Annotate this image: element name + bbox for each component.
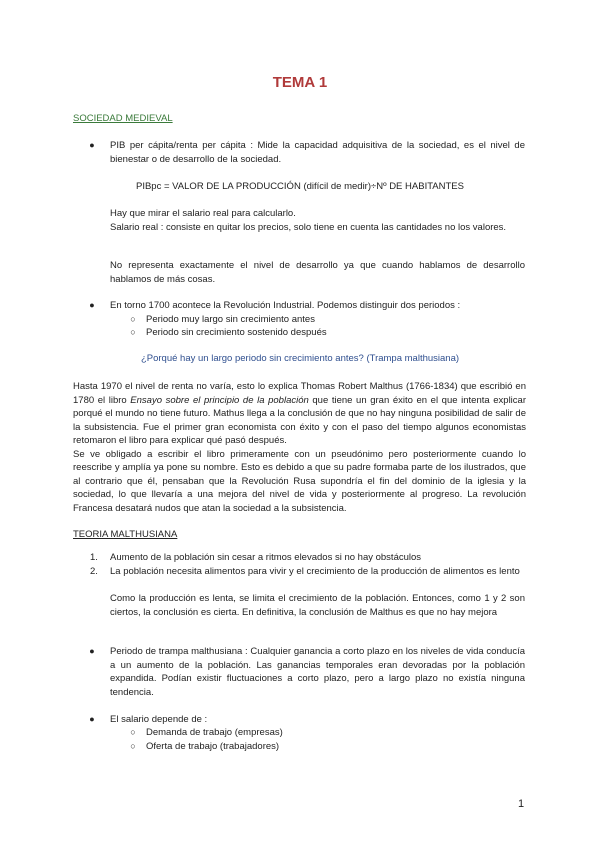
pib-definition: PIB per cápita/renta per cápita : Mide la capacidad adquisitiva de la sociedad, es el nivel de bienestar o de desarrollo de la sociedad. [110,140,525,165]
malthus-paragraph: Hasta 1970 el nivel de renta no varía, esto lo explica Thomas Robert Malthus (1766-1834) que escribió en 1780 el libro Ensayo sobre el principio de la población que tiene un gran éxito en el que intenta explicar porqué el mundo no tiene futuro. Mathus llega a la conclusión de que no hay ninguna posibilidad de salir de la subsistencia. Fue el primer gran economista con éxito y con el paso del tiempo algunos economistas retomaron el libro para explicar qué pasó después. Se ve obligado a escribir el libro primeramente con un pseudónimo pero posteriormente cuando lo reescribe y amplía ya pone su nombre. Esto es debido a que su padre formaba parte de los ilustrados, que al contrario que él, pensaban que la Revolución Rusa supondría el fin del dominio de la iglesia y la sociedad, lo que llevaría a una mejora del nivel de vida y posteriormente al progreso. La revolución Francesa desatará nudos que atan la sociedad a la subsistencia. [73,381,526,514]
salario-depende-text: El salario depende de : [110,714,208,725]
numbered-item: La población necesita alimentos para vivir y el crecimiento de la producción de alimentos es lento [110,566,520,577]
conclusion-text: Como la producción es lenta, se limita el crecimiento de la población. Entonces, como 1 y 2 son ciertos, la conclusión es cierta. En definitiva, la conclusión de Malthus es que no hay mejora [110,593,525,618]
periodo-item: Periodo muy largo sin crecimiento antes [146,314,315,325]
periodo-item: Periodo sin crecimiento sostenido después [146,327,327,338]
bullet-icon: ● [89,140,95,150]
salario-item: Oferta de trabajo (trabajadores) [146,741,280,752]
revolucion-industrial-text: En torno 1700 acontece la Revolución Industrial. Podemos distinguir dos periodos : [110,300,461,311]
no-representa-text: No representa exactamente el nivel de desarrollo ya que cuando hablamos de desarrollo hablamos de más cosas. [110,260,525,285]
question-heading: ¿Porqué hay un largo periodo sin crecimiento antes? (Trampa malthusiana) [140,353,460,364]
list-number: 1. [90,552,98,563]
bullet-icon: ● [89,646,95,656]
list-number: 2. [90,566,98,577]
malthus-paragraph-continued: Se ve obligado a escribir el libro primeramente con un pseudónimo pero posteriormente cuando lo reescribe y amplía ya pone su nombre. Esto es debido a que su padre formaba parte de los ilustrados, que al contrario que él, pensaban que la Revolución Rusa supondría el fin del dominio de la iglesia y la sociedad, lo que llevaría a una mejora del nivel de vida y posteriormente al progreso. La revolución Francesa desatará nudos que atan la sociedad a la subsistencia. [73,448,526,514]
circle-bullet-icon: ○ [130,314,136,324]
book-title: Ensayo sobre el principio de la población [130,394,309,406]
circle-bullet-icon: ○ [130,741,136,751]
trampa-malthusiana-text: Periodo de trampa malthusiana : Cualquier ganancia a corto plazo en los niveles de vida conducía a un aumento de la población. Las ganancias temporales eran devoradas por la población expandida. Podían existir fluctuaciones a corto plazo, pero a largo plazo no existía ninguna tendencia. [110,646,525,698]
salario-real-text [110,207,525,234]
section-heading-teoria-malthusiana: TEORIA MALTHUSIANA [73,529,178,540]
bullet-icon: ● [89,300,95,310]
salario-line-2: Salario real : consiste en quitar los precios, solo tiene en cuenta las cantidades no los valores. [110,221,507,233]
bullet-icon: ● [89,714,95,724]
circle-bullet-icon: ○ [130,727,136,737]
salario-line-1: Hay que mirar el salario real para calcularlo. [110,208,296,219]
page-number: 1 [518,798,525,810]
salario-item: Demanda de trabajo (empresas) [146,727,283,738]
circle-bullet-icon: ○ [130,327,136,337]
pib-formula: PIBpc = VALOR DE LA PRODUCCIÓN (difícil de medir)÷Nº DE HABITANTES [136,181,464,192]
section-heading-sociedad-medieval: SOCIEDAD MEDIEVAL [73,113,173,124]
page-title: TEMA 1 [272,74,328,91]
numbered-item: Aumento de la población sin cesar a ritmos elevados si no hay obstáculos [110,552,422,563]
